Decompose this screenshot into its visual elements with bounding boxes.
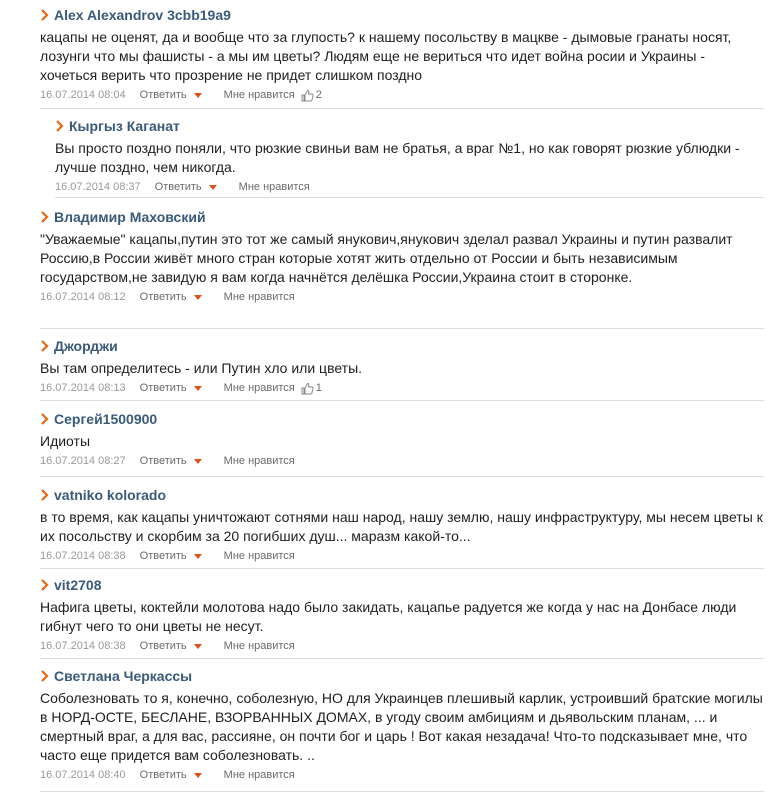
reply-button[interactable]: Ответить [139,455,187,467]
chevron-right-icon [40,669,50,683]
comment-meta [40,767,764,783]
like-button[interactable]: Мне нравится [223,550,295,562]
reply-dropdown-caret-icon[interactable] [194,644,202,649]
comment-item [55,117,764,198]
comment-meta [40,380,764,396]
comment-meta [40,87,764,103]
comment-item [40,667,764,792]
comment-meta [40,548,764,564]
reply-button[interactable]: Ответить [139,640,187,652]
comment-item [40,410,764,477]
comment-author-link[interactable]: Владимир Маховский [54,209,206,225]
reply-button[interactable]: Ответить [139,382,187,394]
like-button[interactable]: Мне нравится [223,382,295,394]
comment-header [40,337,764,355]
chevron-right-icon [40,412,50,426]
comment-text: кацапы не оценят, да и вообще что за глупость? к нашему посольству в мацкве - дымовые гранаты носят, лозунги что мы фашисты - а мы им цветы? Людям еще не вериться что идет война росии и Украины - хочеться верить что прозрение не придет слишком поздно [40,29,732,83]
comment-header [55,117,764,135]
comment-item [40,576,764,659]
comment-author-link[interactable]: Сергей1500900 [54,411,158,427]
comment-text: Вы просто поздно поняли, что рюзкие свиньи вам не братья, а враг №1, но как говорят рюзкие ублюдки - лучше поздно, чем никогда. [55,140,740,175]
comment-text: Вы там определитесь - или Путин хло или цветы. [40,360,363,376]
comment-meta [55,179,764,195]
like-count: 1 [315,382,322,394]
comment-header [40,667,764,685]
comment-header [40,410,764,428]
like-button[interactable]: Мне нравится [223,455,295,467]
comment-text: "Уважаемые" кацапы,путин это тот же самый янукович,янукович зделал развал Украины и путин развалит Россию,в России живёт много стран которые хотят жить отдельно от России и быть независимым государством,не завидую я вам когда начнётся делёшка России,Украина стоит в сторонке. [40,231,733,285]
thumbs-up-icon[interactable] [301,382,314,395]
comment-date: 16.07.2014 08:40 [40,769,126,781]
like-button[interactable]: Мне нравится [223,89,295,101]
comment-date: 16.07.2014 08:04 [40,89,126,101]
comment-meta [40,638,764,654]
reply-button[interactable]: Ответить [139,89,187,101]
comment-author-link[interactable]: vatniko kolorado [54,487,167,503]
comment-author-link[interactable]: vit2708 [54,577,102,593]
reply-dropdown-caret-icon[interactable] [194,93,202,98]
chevron-right-icon [40,578,50,592]
reply-dropdown-caret-icon[interactable] [194,773,202,778]
chevron-right-icon [55,119,65,133]
comment-text: Нафига цветы, коктейли молотова надо было закидать, кацапье радуется же когда у нас на Донбасе люди гибнут чего то они цветы не несут. [40,599,737,634]
comment-header [40,6,764,24]
reply-dropdown-caret-icon[interactable] [194,386,202,391]
comment-item [40,486,764,569]
comment-item [40,208,764,329]
chevron-right-icon [40,339,50,353]
thumbs-up-icon[interactable] [301,89,314,102]
comment-text: в то время, как кацапы уничтожают сотнями наш народ, нашу землю, нашу инфраструктуру, мы несем цветы к их посольству и скорбим за 20 погибших душ... маразм какой-то... [40,509,763,544]
reply-dropdown-caret-icon[interactable] [194,295,202,300]
like-button[interactable]: Мне нравится [223,640,295,652]
comment-author-link[interactable]: Светлана Черкассы [54,668,193,684]
like-button[interactable]: Мне нравится [223,769,295,781]
comment-author-link[interactable]: Alex Alexandrov 3cbb19a9 [54,7,231,23]
comment-date: 16.07.2014 08:12 [40,291,126,303]
chevron-right-icon [40,488,50,502]
reply-dropdown-caret-icon[interactable] [194,554,202,559]
comment-meta [40,453,764,469]
comment-text: Соболезновать то я, конечно, соболезную, НО для Украинцев плешивый карлик, устроивший братские могилы в НОРД-ОСТЕ, БЕСЛАНЕ, ВЗОРВАННЫХ ДОМАХ, в угоду своим амбициям и дьявольским планам, ... и смертный враг, а для вас, рассияне, он почти бог и царь ! Вот какая незадача! Что-то подсказывает мне, что часто еще придется вам соболезновать. .. [40,690,763,763]
comment-item [40,337,764,401]
comment-date: 16.07.2014 08:38 [40,550,126,562]
reply-button[interactable]: Ответить [139,769,187,781]
comment-author-link[interactable]: Джорджи [54,338,118,354]
reply-button[interactable]: Ответить [139,550,187,562]
comment-text: Идиоты [40,433,91,449]
comment-header [40,576,764,594]
reply-dropdown-caret-icon[interactable] [209,185,217,190]
like-button[interactable]: Мне нравится [238,181,310,193]
chevron-right-icon [40,8,50,22]
comment-author-link[interactable]: Кыргыз Каганат [69,118,180,134]
comment-item [40,6,764,109]
comment-header [40,486,764,504]
reply-button[interactable]: Ответить [139,291,187,303]
chevron-right-icon [40,210,50,224]
like-button[interactable]: Мне нравится [223,291,295,303]
comment-date: 16.07.2014 08:37 [55,181,141,193]
comment-date: 16.07.2014 08:27 [40,455,126,467]
reply-button[interactable]: Ответить [154,181,202,193]
comment-date: 16.07.2014 08:38 [40,640,126,652]
reply-dropdown-caret-icon[interactable] [194,459,202,464]
like-count: 2 [315,89,322,101]
comment-header [40,208,764,226]
comment-date: 16.07.2014 08:13 [40,382,126,394]
comment-meta [40,289,764,305]
